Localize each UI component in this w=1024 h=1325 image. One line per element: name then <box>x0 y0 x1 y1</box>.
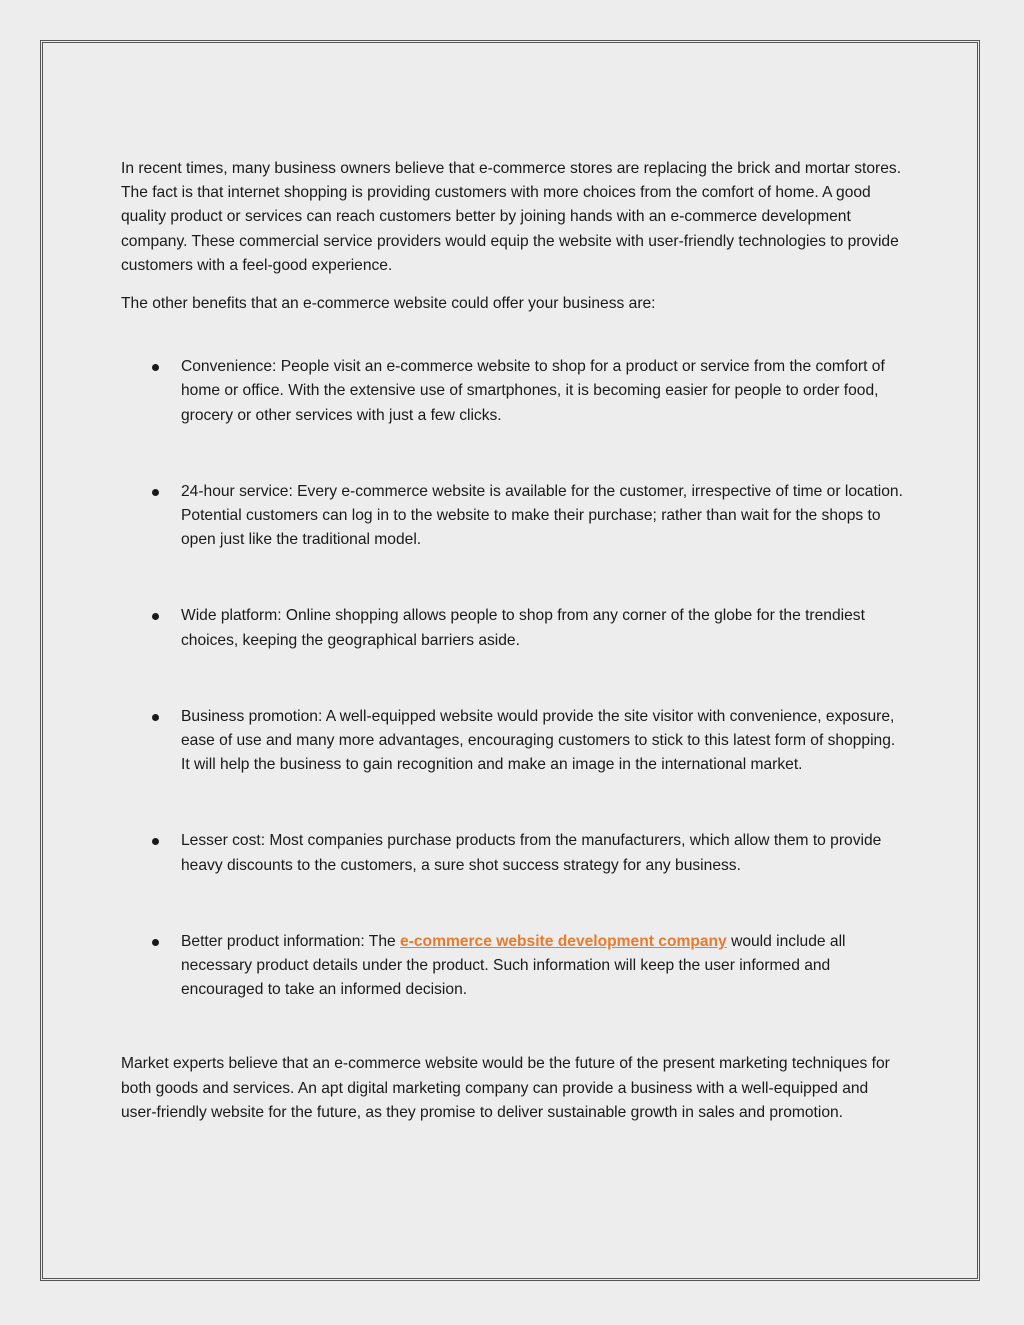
ecommerce-development-company-link[interactable]: e-commerce website development company <box>400 932 727 950</box>
list-item <box>121 355 906 428</box>
closing-paragraph: Market experts believe that an e-commerce website would be the future of the present marketing techniques for both goods and services. An apt digital marketing company can provide a business with a well-equipped and user-friendly website for the future, as they promise to deliver sustainable growth in sales and promotion. <box>121 1055 890 1121</box>
list-item-text-before-link: Better product information: The <box>181 932 401 950</box>
bullet-icon <box>152 838 159 845</box>
list-item-text: Lesser cost: Most companies purchase products from the manufacturers, which allow them to provide heavy discounts to the customers, a sure shot success strategy for any business. <box>181 832 882 874</box>
document-body <box>121 157 906 1125</box>
list-item-text: Convenience: People visit an e-commerce website to shop for a product or service from the comfort of home or office. With the extensive use of smartphones, it is becoming easier for people to order food, grocery or other services with just a few clicks. <box>181 358 885 424</box>
bullet-icon <box>152 613 159 620</box>
bullet-icon <box>152 364 159 371</box>
list-item <box>121 930 906 1003</box>
list-item <box>121 604 906 652</box>
list-item-text: Wide platform: Online shopping allows people to shop from any corner of the globe for the trendiest choices, keeping the geographical barriers aside. <box>181 607 865 649</box>
bullet-icon <box>152 714 159 721</box>
list-item-text: Business promotion: A well-equipped website would provide the site visitor with convenience, exposure, ease of use and many more advantages, encouraging customers to stick to this latest form of shopping. It will help the business to gain recognition and make an image in the international market. <box>181 707 896 774</box>
list-item <box>121 480 906 553</box>
benefits-list <box>121 355 906 1002</box>
intro-paragraph: In recent times, many business owners believe that e-commerce stores are replacing the brick and mortar stores. The fact is that internet shopping is providing customers with more choices from the comfort of home. A good quality product or services can reach customers better by joining hands with an e-commerce development company. These commercial service providers would equip the website with user-friendly technologies to provide customers with a feel-good experience. <box>121 160 902 274</box>
bullet-icon <box>152 489 159 496</box>
list-item-text-after-link: would include all necessary product details under the product. Such information will keep the user informed and encouraged to take an informed decision. <box>181 932 846 999</box>
bullet-icon <box>152 939 159 946</box>
list-item <box>121 705 906 778</box>
lead-in-paragraph: The other benefits that an e-commerce website could offer your business are: <box>121 295 656 313</box>
list-item-text: 24-hour service: Every e-commerce website is available for the customer, irrespective of time or location. Potential customers can log in to the website to make their purchase; rather than wait for the shops to open just like the traditional model. <box>181 482 903 549</box>
list-item <box>121 829 906 877</box>
